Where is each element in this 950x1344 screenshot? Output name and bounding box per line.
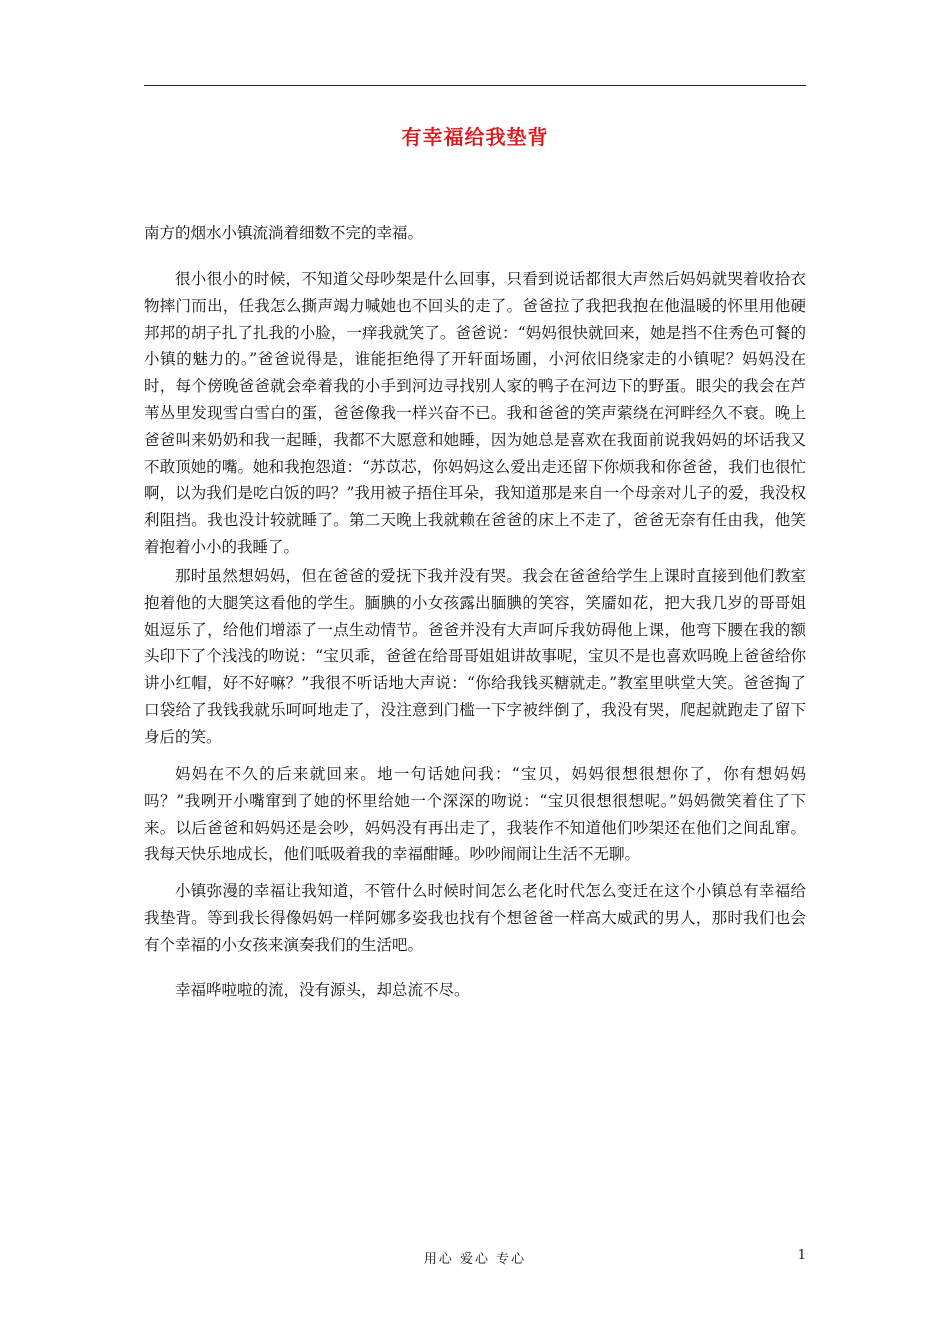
- paragraph-intro: 南方的烟水小镇流淌着细数不完的幸福。: [144, 224, 424, 242]
- paragraph-4: 小镇弥漫的幸福让我知道，不管什么时候时间怎么老化时代怎么变迁在这个小镇总有幸福给我垫背。等到我长得像妈妈一样阿娜多姿我也找有个想爸爸一样高大威武的男人，那时我们也会有个幸福的小女孩来演奏我们的生活吧。: [144, 882, 806, 954]
- page-number: 1: [797, 1248, 806, 1263]
- document-title: 有幸福给我垫背: [401, 125, 549, 149]
- footer-slogan: 用心 爱心 专心: [423, 1252, 527, 1267]
- paragraph-1: 很小很小的时候，不知道父母吵架是什么回事，只看到说话都很大声然后妈妈就哭着收拾衣物摔门而出，任我怎么撕声竭力喊她也不回头的走了。爸爸拉了我把我抱在他温暖的怀里用他硬邦邦的胡子扎了扎我的小脸，一痒我就笑了。爸爸说：“妈妈很快就回来，她是挡不住秀色可餐的小镇的魅力的。”爸爸说得是，谁能拒绝得了开轩面场圃，小河依旧绕家走的小镇呢？妈妈没在时，每个傍晚爸爸就会牵着我的小手到河边寻找别人家的鸭子在河边下的野蛋。眼尖的我会在芦苇丛里发现雪白雪白的蛋，爸爸像我一样兴奋不已。我和爸爸的笑声萦绕在河畔经久不衰。晚上爸爸叫来奶奶和我一起睡，我都不大愿意和她睡，因为她总是喜欢在我面前说我妈妈的坏话我又不敢顶她的嘴。她和我抱怨道：“苏苡芯，你妈妈这么爱出走还留下你烦我和你爸爸，我们也很忙啊，以为我们是吃白饭的吗？”我用被子捂住耳朵，我知道那是来自一个母亲对儿子的爱，我没权利阻挡。我也没计较就睡了。第二天晚上我就赖在爸爸的床上不走了，爸爸无奈有任由我，他笑着抱着小小的我睡了。: [144, 270, 806, 556]
- header-rule: [144, 85, 806, 86]
- paragraph-2: 那时虽然想妈妈，但在爸爸的爱抚下我并没有哭。我会在爸爸给学生上课时直接到他们教室抱着他的大腿笑这看他的学生。腼腆的小女孩露出腼腆的笑容，笑靥如花，把大我几岁的哥哥姐姐逗乐了，给他们增添了一点生动情节。爸爸并没有大声呵斥我妨碍他上课，他弯下腰在我的额头印下了个浅浅的吻说：“宝贝乖，爸爸在给哥哥姐姐讲故事呢，宝贝不是也喜欢吗晚上爸爸给你讲小红帽，好不好嘛？”我很不听话地大声说：“你给我钱买糖就走。”教室里哄堂大笑。爸爸掏了口袋给了我钱我就乐呵呵地走了，没注意到门槛一下字被绊倒了，我没有哭，爬起就跑走了留下身后的笑。: [144, 567, 806, 746]
- paragraph-3: 妈妈在不久的后来就回来。地一句话她问我：“宝贝，妈妈很想很想你了，你有想妈妈吗？”我咧开小嘴窜到了她的怀里给她一个深深的吻说：“宝贝很想很想呢。”妈妈微笑着住了下来。以后爸爸和妈妈还是会吵，妈妈没有再出走了，我装作不知道他们吵架还在他们之间乱窜。我每天快乐地成长，他们呧吸着我的幸福酣睡。吵吵闹闹让生活不无聊。: [144, 765, 806, 864]
- paragraph-closing: 幸福哗啦啦的流，没有源头，却总流不尽。: [175, 981, 470, 999]
